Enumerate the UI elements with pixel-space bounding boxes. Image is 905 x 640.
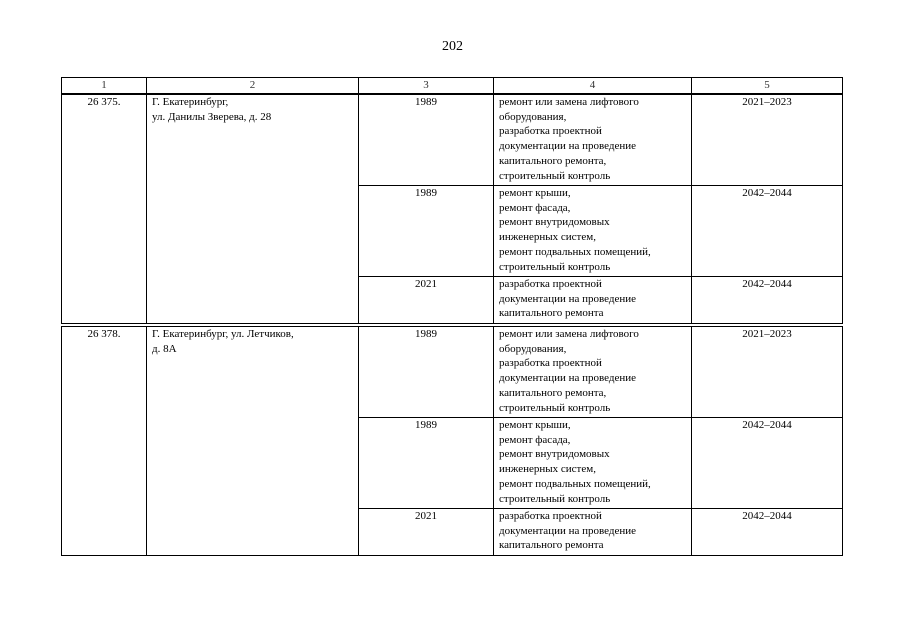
year-cell: 1989 xyxy=(359,418,494,509)
work-line: оборудования, xyxy=(499,110,567,123)
work-line: разработка проектной xyxy=(499,278,602,290)
header-col-4: 4 xyxy=(494,78,692,94)
header-col-1: 1 xyxy=(62,78,147,94)
header-col-2: 2 xyxy=(147,78,359,94)
year-cell: 1989 xyxy=(359,327,494,418)
work-line: ремонт крыши, xyxy=(499,419,571,431)
work-line: документации на проведение xyxy=(499,292,637,305)
record-block-2 xyxy=(61,326,843,556)
record-number: 26 378. xyxy=(62,327,147,556)
record-block-1 xyxy=(61,94,843,324)
work-line: строительный контроль xyxy=(499,492,611,505)
year-cell: 2021 xyxy=(359,509,494,556)
address-line: ул. Данилы Зверева, д. 28 xyxy=(152,110,272,123)
works-cell xyxy=(494,186,692,277)
header-row xyxy=(62,78,843,94)
work-line: ремонт подвальных помещений, xyxy=(499,245,651,258)
header-col-5: 5 xyxy=(692,78,843,94)
work-line: ремонт фасада, xyxy=(499,433,571,446)
table-row xyxy=(62,95,843,186)
table-row xyxy=(62,327,843,418)
record-number: 26 375. xyxy=(62,95,147,324)
page-number: 202 xyxy=(442,39,463,54)
work-line: капитального ремонта xyxy=(499,307,604,320)
period-cell: 2021–2023 xyxy=(692,95,843,186)
year-cell: 2021 xyxy=(359,277,494,324)
works-cell xyxy=(494,95,692,186)
year-cell: 1989 xyxy=(359,186,494,277)
period-cell: 2042–2044 xyxy=(692,186,843,277)
work-line: ремонт внутридомовых xyxy=(499,448,610,461)
period-cell: 2042–2044 xyxy=(692,418,843,509)
table-header xyxy=(61,77,843,94)
header-col-3: 3 xyxy=(359,78,494,94)
works-cell xyxy=(494,277,692,324)
work-line: ремонт или замена лифтового xyxy=(499,328,639,340)
work-line: документации на проведение xyxy=(499,140,637,153)
work-line: ремонт подвальных помещений, xyxy=(499,477,651,490)
work-line: документации на проведение xyxy=(499,524,637,537)
work-line: инженерных систем, xyxy=(499,231,596,244)
record-address xyxy=(147,327,359,556)
work-line: ремонт крыши, xyxy=(499,187,571,199)
work-line: оборудования, xyxy=(499,342,567,355)
work-line: строительный контроль xyxy=(499,401,611,414)
work-line: ремонт внутридомовых xyxy=(499,216,610,229)
work-line: ремонт фасада, xyxy=(499,201,571,214)
address-line: д. 8А xyxy=(152,342,177,355)
work-line: капитального ремонта xyxy=(499,539,604,552)
works-cell xyxy=(494,418,692,509)
period-cell: 2042–2044 xyxy=(692,509,843,556)
work-line: документации на проведение xyxy=(499,372,637,385)
year-cell: 1989 xyxy=(359,95,494,186)
address-line: Г. Екатеринбург, xyxy=(152,96,229,108)
work-line: разработка проектной xyxy=(499,357,602,370)
work-line: строительный контроль xyxy=(499,169,611,182)
work-line: инженерных систем, xyxy=(499,463,596,476)
work-line: капитального ремонта, xyxy=(499,386,607,399)
period-cell: 2021–2023 xyxy=(692,327,843,418)
period-cell: 2042–2044 xyxy=(692,277,843,324)
work-line: капитального ремонта, xyxy=(499,154,607,167)
works-cell xyxy=(494,327,692,418)
address-line: Г. Екатеринбург, ул. Летчиков, xyxy=(152,328,294,340)
work-line: разработка проектной xyxy=(499,510,602,522)
work-line: строительный контроль xyxy=(499,260,611,273)
works-cell xyxy=(494,509,692,556)
work-line: разработка проектной xyxy=(499,125,602,138)
work-line: ремонт или замена лифтового xyxy=(499,96,639,108)
record-address xyxy=(147,95,359,324)
